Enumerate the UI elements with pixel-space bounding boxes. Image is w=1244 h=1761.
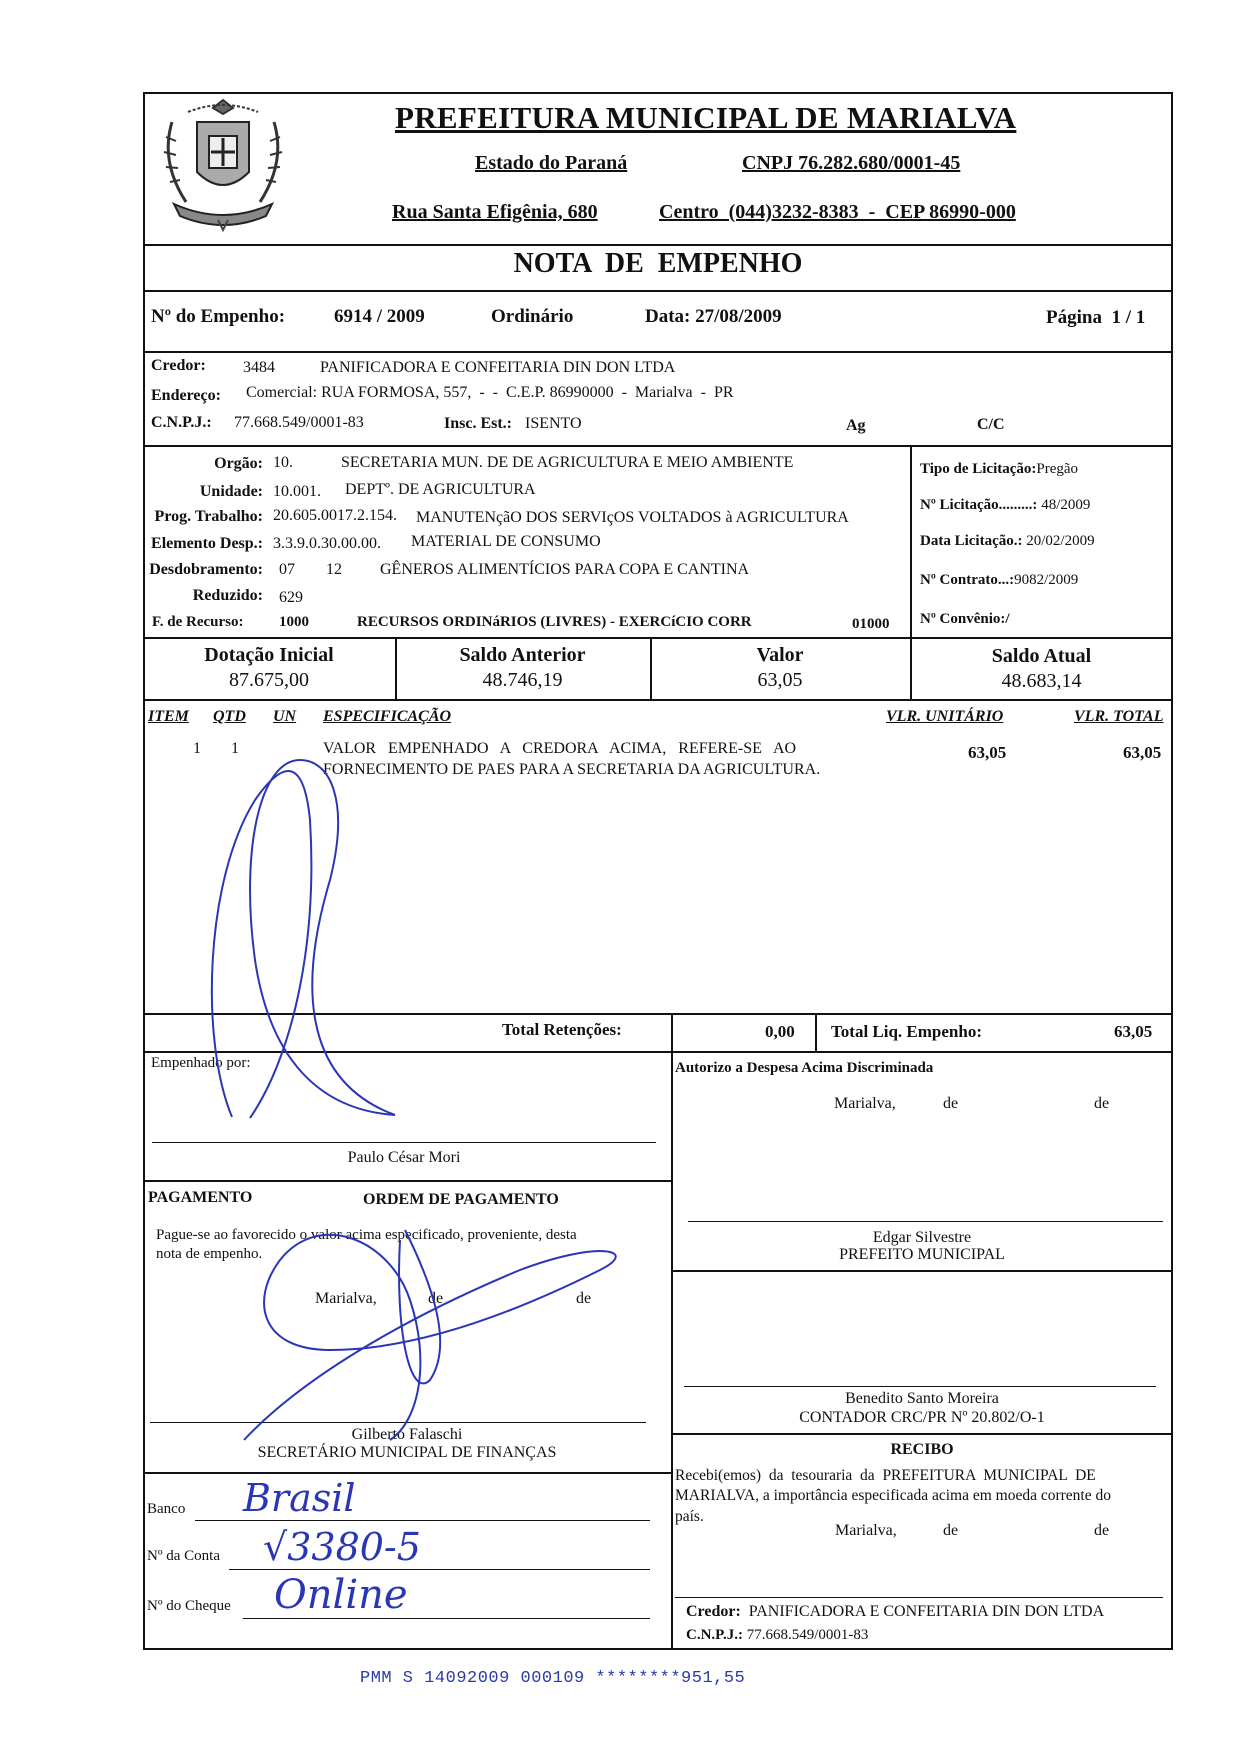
orgao-name: SECRETARIA MUN. DE DE AGRICULTURA E MEIO AMBIENTE xyxy=(341,454,794,471)
coat-of-arms-logo xyxy=(152,92,294,242)
recibo-text-line-3: país. xyxy=(675,1508,704,1525)
col-total: VLR. TOTAL xyxy=(1074,708,1164,725)
elemento-code: 3.3.9.0.30.00.00. xyxy=(273,535,381,552)
prefeito-name: Edgar Silvestre xyxy=(872,1229,972,1246)
divider xyxy=(143,244,1173,246)
col-spec: ESPECIFICAÇÃO xyxy=(323,708,452,725)
recurso-suffix: 01000 xyxy=(852,616,890,632)
empenhado-label: Empenhado por: xyxy=(151,1055,251,1071)
saldo-atual-label: Saldo Atual xyxy=(991,645,1092,667)
cheque-label: Nº do Cheque xyxy=(147,1598,231,1614)
credor-address: Comercial: RUA FORMOSA, 557, - - C.E.P. 86990000 - Marialva - PR xyxy=(246,384,734,401)
licitacao-type-label: Tipo de Licitação: xyxy=(920,461,1037,477)
divider xyxy=(143,351,1173,353)
elemento-label: Elemento Desp.: xyxy=(151,535,263,552)
secretario-name: Gilberto Falaschi xyxy=(351,1426,463,1443)
pagamento-label: PAGAMENTO xyxy=(148,1189,253,1206)
recurso-label: F. de Recurso: xyxy=(152,614,244,630)
unidade-code: 10.001. xyxy=(273,483,321,500)
row-unit-price: 63,05 xyxy=(968,743,1007,762)
recibo-text-line-2: MARIALVA, a importância especificada acima em moeda corrente do xyxy=(675,1487,1111,1504)
cnpj-label: C.N.P.J.: xyxy=(151,414,212,431)
conta-line xyxy=(229,1569,650,1570)
divider xyxy=(671,1270,1173,1272)
recibo-text-line-1: Recebi(emos) da tesouraria da PREFEITURA MUNICIPAL DE xyxy=(675,1467,1096,1484)
reduzido-value: 629 xyxy=(279,589,303,606)
divider xyxy=(143,290,1173,292)
autorizo-label: Autorizo a Despesa Acima Discriminada xyxy=(675,1060,934,1076)
recibo-de-2: de xyxy=(1094,1522,1110,1539)
licitacao-number-label: Nº Licitação.........: xyxy=(920,497,1038,513)
empenho-number: 6914 / 2009 xyxy=(334,306,425,327)
contador-name: Benedito Santo Moreira xyxy=(845,1390,999,1407)
saldo-anterior-value: 48.746,19 xyxy=(482,669,563,691)
empenhado-signer: Paulo César Mori xyxy=(347,1149,461,1166)
credor-cnpj: 77.668.549/0001-83 xyxy=(234,414,364,431)
recibo-place: Marialva, xyxy=(835,1522,897,1539)
liquid-total-label: Total Liq. Empenho: xyxy=(831,1022,982,1041)
recibo-cnpj xyxy=(686,1627,868,1644)
contador-title: CONTADOR CRC/PR Nº 20.802/O-1 xyxy=(799,1409,1045,1426)
credor-name: PANIFICADORA E CONFEITARIA DIN DON LTDA xyxy=(320,359,676,376)
credor-label: Credor: xyxy=(151,357,206,374)
conta-handwritten: √3380-5 xyxy=(263,1525,421,1569)
row-total: 63,05 xyxy=(1123,743,1162,762)
document-title: NOTA DE EMPENHO xyxy=(513,248,803,279)
elemento-name: MATERIAL DE CONSUMO xyxy=(411,533,601,550)
machine-stamp: PMM S 14092009 000109 ********951,55 xyxy=(360,1669,746,1688)
licitacao-date xyxy=(920,533,1095,550)
divider xyxy=(143,1472,671,1474)
signature-line xyxy=(675,1597,1163,1598)
cheque-line xyxy=(243,1618,650,1619)
pagamento-de-2: de xyxy=(576,1290,592,1307)
desdobramento-code-2: 12 xyxy=(326,561,342,578)
credor-code: 3484 xyxy=(243,359,275,376)
recurso-code: 1000 xyxy=(279,614,309,630)
recibo-cnpj-label: C.N.P.J.: xyxy=(686,1627,743,1643)
secretario-title: SECRETÁRIO MUNICIPAL DE FINANÇAS xyxy=(257,1444,557,1461)
licitacao-date-value: 20/02/2009 xyxy=(1026,533,1095,549)
licitacao-number xyxy=(920,497,1090,514)
pagamento-place: Marialva, xyxy=(315,1290,377,1307)
pagamento-text-line-1: Pague-se ao favorecido o valor acima especificado, proveniente, desta xyxy=(156,1227,577,1243)
banco-line xyxy=(195,1520,650,1521)
contract-number xyxy=(920,572,1078,589)
divider xyxy=(143,637,1173,639)
recibo-credor-name: PANIFICADORA E CONFEITARIA DIN DON LTDA xyxy=(748,1603,1105,1620)
recibo-label: RECIBO xyxy=(890,1441,954,1458)
divider xyxy=(910,445,912,637)
saldo-atual-value: 48.683,14 xyxy=(1001,670,1082,692)
valor-value: 63,05 xyxy=(757,669,803,691)
cheque-handwritten: Online xyxy=(274,1572,408,1618)
recibo-credor xyxy=(686,1603,1104,1621)
ordem-pagamento-label: ORDEM DE PAGAMENTO xyxy=(363,1191,559,1208)
empenho-type: Ordinário xyxy=(491,306,574,327)
unidade-label: Unidade: xyxy=(199,483,263,500)
dotacao-value: 87.675,00 xyxy=(229,669,309,691)
banco-handwritten: Brasil xyxy=(243,1476,356,1520)
signature-line xyxy=(688,1221,1163,1222)
divider xyxy=(815,1013,817,1051)
banco-label: Banco xyxy=(147,1501,186,1517)
state-name: Estado do Paraná xyxy=(475,152,628,174)
licitacao-number-value: 48/2009 xyxy=(1041,497,1091,513)
prog-label: Prog. Trabalho: xyxy=(154,508,263,525)
divider xyxy=(671,1051,673,1650)
orgao-code: 10. xyxy=(273,454,293,471)
street-address: Rua Santa Efigênia, 680 xyxy=(392,201,598,223)
row-spec-line-1: VALOR EMPENHADO A CREDORA ACIMA, REFERE-SE AO xyxy=(323,740,797,757)
reduzido-label: Reduzido: xyxy=(192,587,263,604)
desdobramento-name: GÊNEROS ALIMENTÍCIOS PARA COPA E CANTINA xyxy=(380,561,750,578)
unidade-name: DEPTº. DE AGRICULTURA xyxy=(345,481,536,498)
contract-number-value: 9082/2009 xyxy=(1014,572,1079,588)
retencoes-value: 0,00 xyxy=(765,1022,795,1041)
divider xyxy=(671,1433,1173,1435)
phone-cep: Centro (044)3232-8383 - CEP 86990-000 xyxy=(659,201,1016,223)
prog-name: MANUTENçãO DOS SERVIçOS VOLTADOS à AGRICULTURA xyxy=(416,509,849,526)
orgao-label: Orgão: xyxy=(214,455,263,472)
pagamento-de-1: de xyxy=(428,1290,444,1307)
col-qtd: QTD xyxy=(213,708,246,725)
empenho-number-label: Nº do Empenho: xyxy=(151,306,286,327)
valor-label: Valor xyxy=(756,644,804,666)
municipality-cnpj: CNPJ 76.282.680/0001-45 xyxy=(742,152,961,174)
divider xyxy=(143,699,1173,701)
divider xyxy=(143,445,1173,447)
row-spec-line-2: FORNECIMENTO DE PAES PARA A SECRETARIA DA AGRICULTURA. xyxy=(323,761,821,778)
dotacao-label: Dotação Inicial xyxy=(204,644,334,666)
prog-code: 20.605.0017.2.154. xyxy=(273,507,397,524)
divider xyxy=(671,1013,673,1051)
row-item: 1 xyxy=(193,740,201,757)
insc-value: ISENTO xyxy=(525,415,582,432)
page-number: Página 1 / 1 xyxy=(1046,307,1146,328)
address-label: Endereço: xyxy=(151,387,221,404)
retencoes-label: Total Retenções: xyxy=(502,1020,622,1039)
autorizo-place: Marialva, xyxy=(834,1095,896,1112)
convenio-label: Nº Convênio:/ xyxy=(920,611,1010,627)
recibo-de-1: de xyxy=(943,1522,959,1539)
signature-line xyxy=(150,1422,646,1423)
recurso-name: RECURSOS ORDINáRIOS (LIVRES) - EXERCíCIO CORR xyxy=(357,614,752,630)
col-item: ITEM xyxy=(148,708,189,725)
desdobramento-code-1: 07 xyxy=(279,561,295,578)
municipality-title: PREFEITURA MUNICIPAL DE MARIALVA xyxy=(395,100,1017,135)
row-qtd: 1 xyxy=(231,740,239,757)
divider xyxy=(143,1013,1173,1015)
autorizo-de-1: de xyxy=(943,1095,959,1112)
col-unit-price: VLR. UNITÁRIO xyxy=(886,708,1004,725)
conta-label: Nº da Conta xyxy=(147,1548,220,1564)
col-un: UN xyxy=(273,708,297,725)
recibo-cnpj-value: 77.668.549/0001-83 xyxy=(746,1627,869,1643)
recibo-credor-label: Credor: xyxy=(686,1603,741,1620)
pagamento-text-line-2: nota de empenho. xyxy=(156,1246,263,1262)
licitacao-type-value: Pregão xyxy=(1036,461,1079,477)
contract-number-label: Nº Contrato...: xyxy=(920,572,1015,588)
liquid-total-value: 63,05 xyxy=(1114,1022,1153,1041)
autorizo-de-2: de xyxy=(1094,1095,1110,1112)
insc-label: Insc. Est.: xyxy=(444,415,513,432)
prefeito-title: PREFEITO MUNICIPAL xyxy=(839,1246,1005,1263)
signature-line xyxy=(152,1142,656,1143)
cc-label: C/C xyxy=(977,416,1005,433)
empenho-date: Data: 27/08/2009 xyxy=(645,306,782,327)
saldo-anterior-label: Saldo Anterior xyxy=(459,644,586,666)
licitacao-type xyxy=(920,461,1078,478)
signature-line xyxy=(684,1386,1156,1387)
licitacao-date-label: Data Licitação.: xyxy=(920,533,1023,549)
ag-label: Ag xyxy=(846,417,866,434)
divider xyxy=(143,1180,671,1182)
divider xyxy=(143,1051,1173,1053)
desdobramento-label: Desdobramento: xyxy=(149,561,263,578)
